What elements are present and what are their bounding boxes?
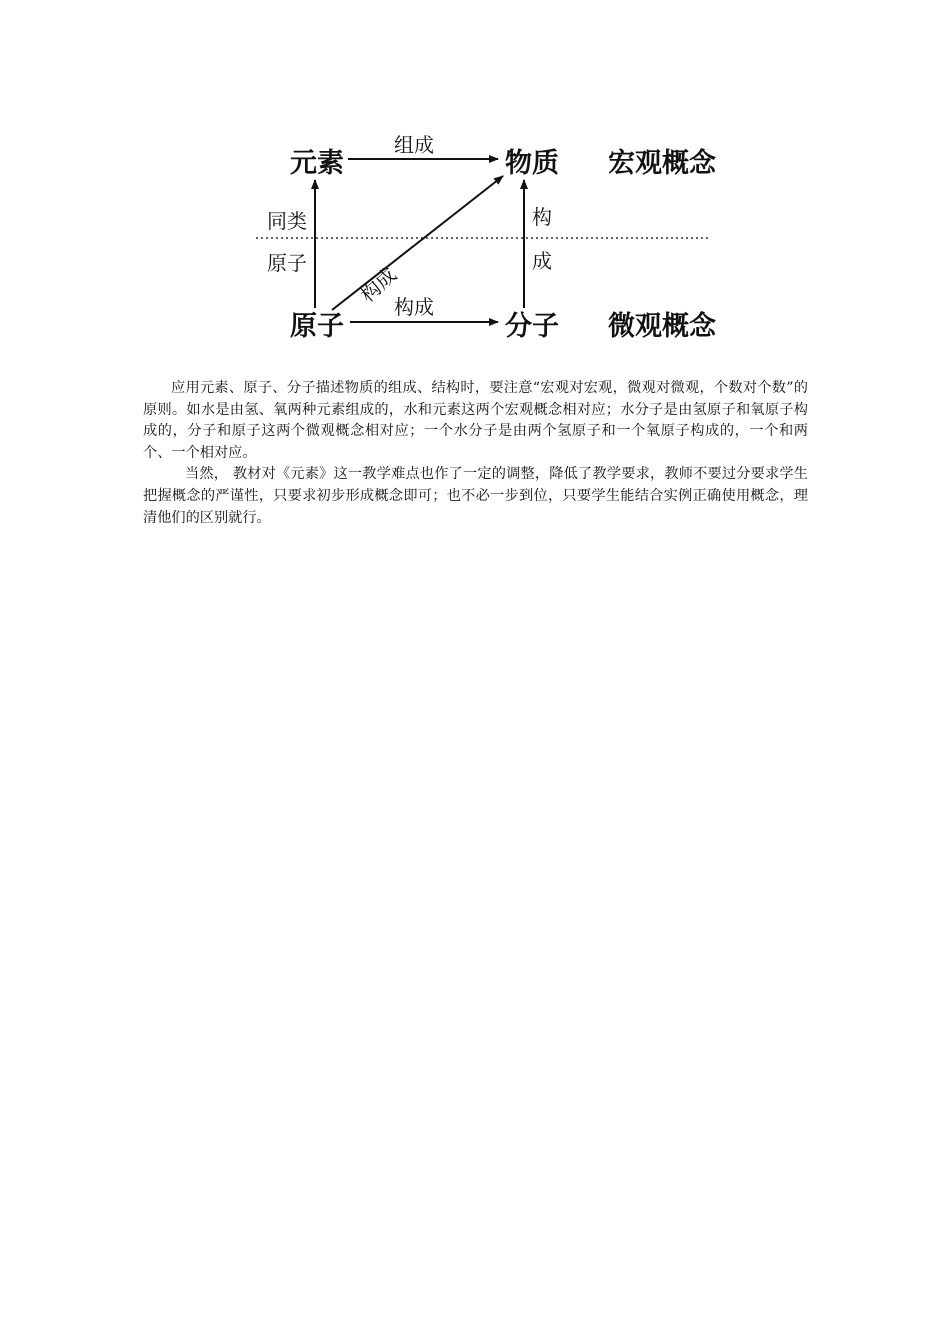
edge-label-same-kind: 同类 — [267, 209, 307, 233]
concept-diagram — [240, 122, 730, 350]
paragraph-principle: 应用元素、原子、分子描述物质的组成、结构时，要注意“宏观对宏观，微观对微观，个数对个数”的原则。如水是由氢、氧两种元素组成的，水和元素这两个宏观概念相对应；水分子是由氢原子和氧原子构成的，分子和原子这两个微观概念相对应；一个水分子是由两个氢原子和一个氧原子构成的，一个和两个、一个相对应。 — [143, 380, 808, 461]
node-atom: 原子 — [290, 311, 344, 342]
node-matter: 物质 — [505, 148, 559, 179]
edge-label-construct-1: 构 — [532, 205, 552, 229]
paragraph-teaching-note: 当然， 教材对《元素》这一教学难点也作了一定的调整，降低了教学要求，教师不要过分要求学生把握概念的严谨性，只要求初步形成概念即可；也不必一步到位，只要学生能结合实例正确使用概念，理清他们的区别就行。 — [143, 466, 808, 526]
label-macro-concept: 宏观概念 — [608, 148, 716, 179]
edge-label-construct-diagonal: 构成 — [355, 262, 402, 308]
label-micro-concept: 微观概念 — [608, 311, 716, 342]
edge-label-construct-bottom: 构成 — [394, 295, 434, 319]
node-element: 元素 — [290, 148, 344, 179]
body-text — [143, 378, 808, 529]
node-molecule: 分子 — [505, 311, 559, 342]
edge-label-compose: 组成 — [394, 133, 434, 157]
edge-label-atom: 原子 — [267, 251, 307, 275]
edge-label-construct-2: 成 — [532, 249, 552, 273]
